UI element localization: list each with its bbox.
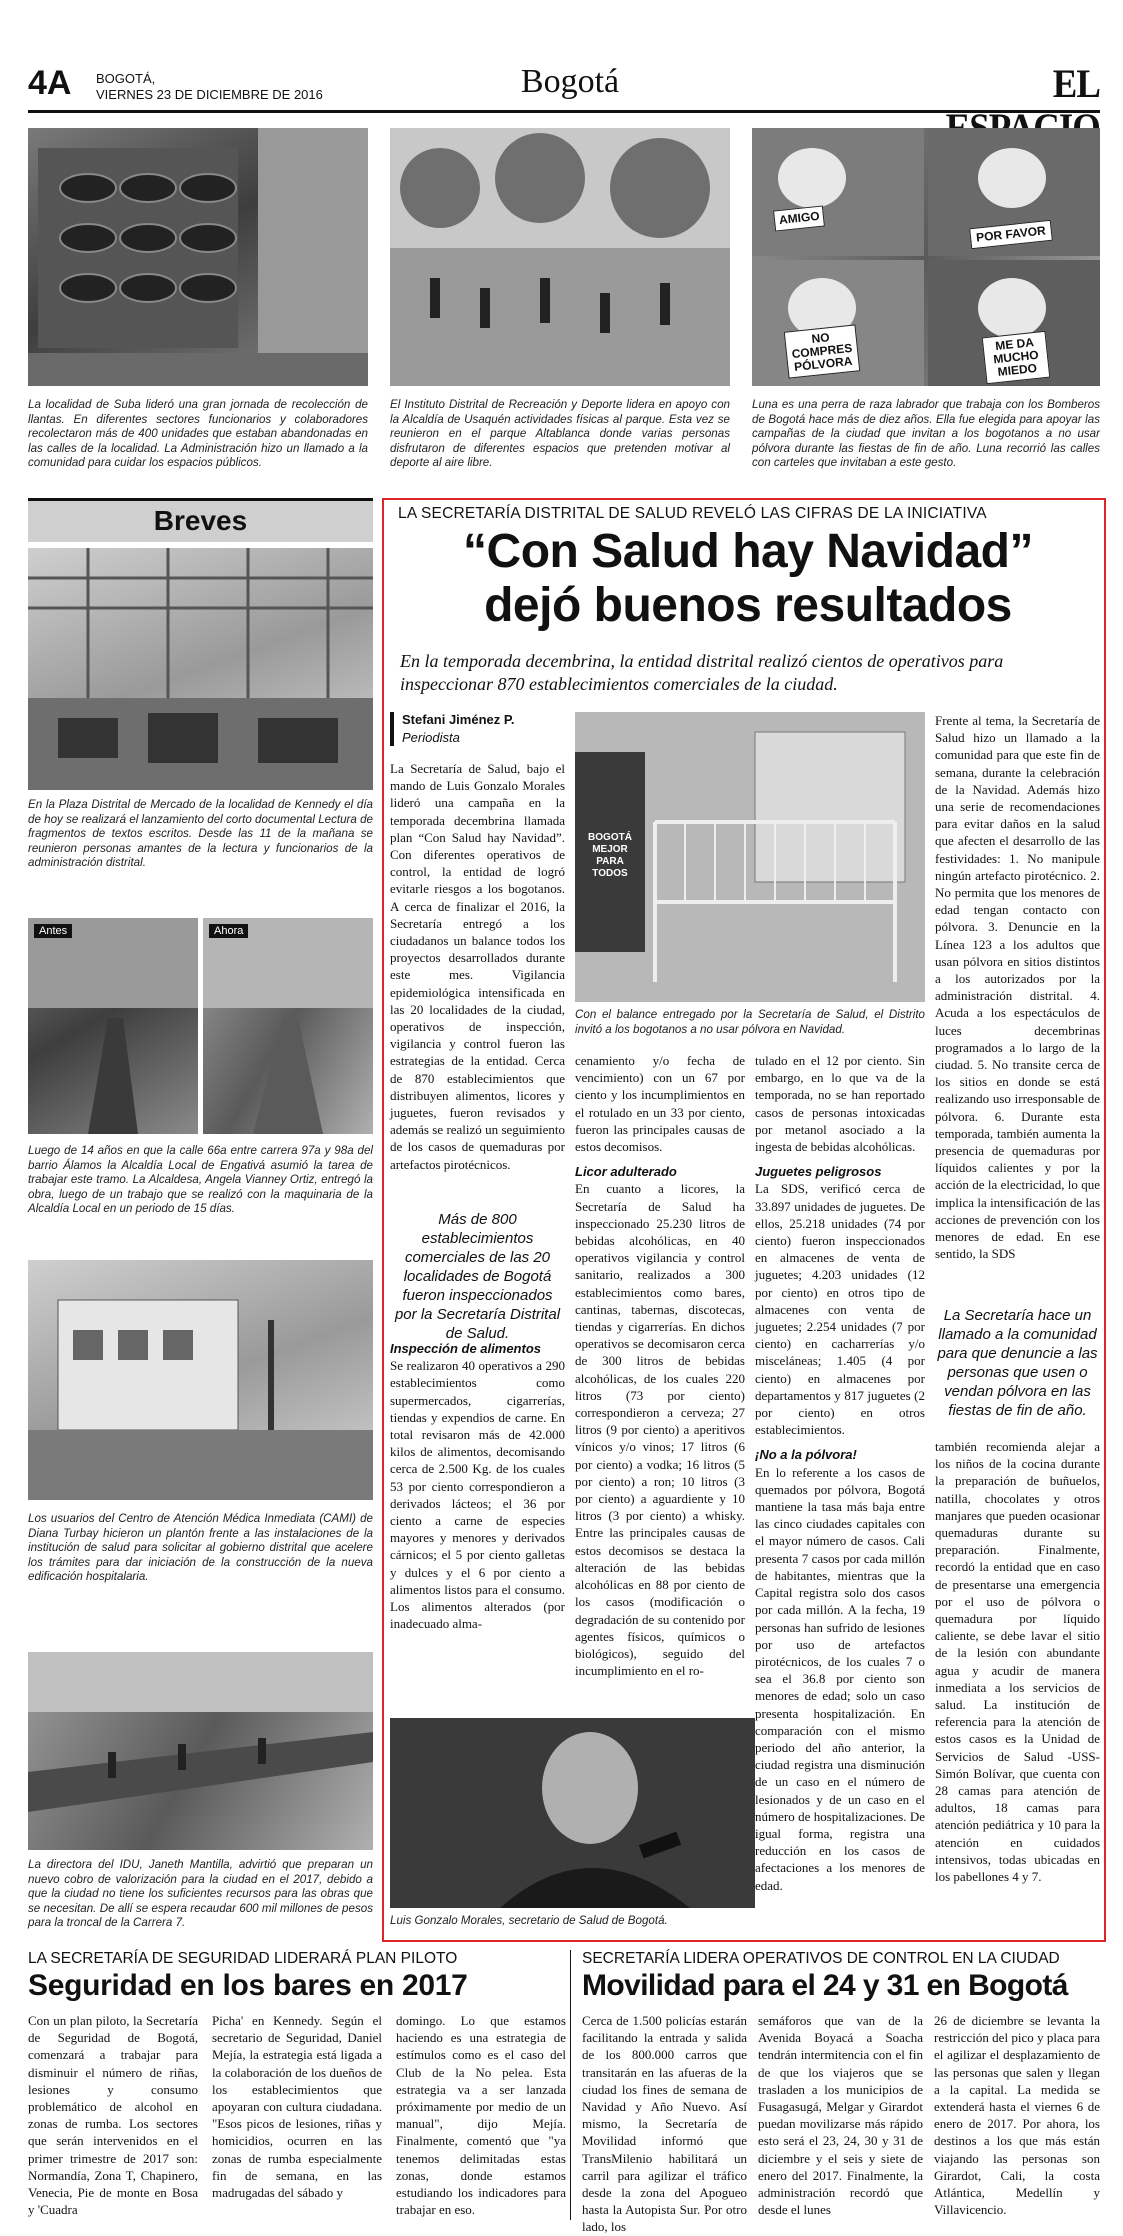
bl-col2: Picha' en Kennedy. Según el secretario de Seguridad, Daniel Mejía, la estrategia está ligada a la colaboración de los dueños de los establecimientos que apoyaran con cultura ciudadana. "Esos picos de lesiones, riñas y homicidios, ocurren en las zonas de rumba especialmente fin de semana, en las madrugadas del sábado y bbox=[212, 2013, 382, 2201]
main-headline-2: dejó buenos resultados bbox=[484, 579, 1012, 632]
main-col1-b: Inspección de alimentos Se realizaron 40 operativos a 290 establecimientos como supermercados, cigarrerías, tiendas y expendios de carne. En total revisaron más de 42.000 kilos de alimentos, decomisando cerca de 2.500 Kg. de los cuales 53 por ciento correspondieron a derivados lácteos; el 36 por ciento a carne de especies mayores y menores y derivados cárnicos; el 5 por ciento galletas y dulces y el 6 por ciento a alimentos listos para el consumo. Los alimentos alterados (por inadecuado alma- bbox=[390, 1341, 565, 1632]
pullquote-2: La Secretaría hace un llamado a la comunidad para que denuncie a las personas que usen o vendan pólvora en las fiestas de fin de año. bbox=[937, 1307, 1098, 1419]
bl-col1: Con un plan piloto, la Secretaría de Seguridad de Bogotá, comenzará a trabajar para disminuir el número de riñas, lesiones y consumo problemático de alcohol en zonas de rumba. Los sectores que serán intervenidos en el primer trimestre de 2017 son: Normandía, Zona T, Chapinero, Venecia, Pie de monte en Bosa y 'Cuadra bbox=[28, 2013, 198, 2218]
main-headline-1: “Con Salud hay Navidad” bbox=[463, 525, 1033, 578]
main-col1-text: La Secretaría de Salud, bajo el mando de Luis Gonzalo Morales lideró una campaña en la temporada decembrina llamada plan “Con Salud hay Navidad”. Con diferentes operativos de control, la entidad de logró evitarle riesgos a los bogotanos. A cerca de finalizar el 2016, la Secretaría entregó a los ciudadanos un balance todos los proyectos desarrollados durante este mes. Vigilancia epidemiológica intensificada en las 20 localidades de la ciudad, operativos de inspección, vigilancia y control fueron las estrategias de la entidad. Cerca de 870 establecimientos que distribuyen alimentos, licores y juguetes, fueron revisados y además se realizó un seguimiento de los casos de quemaduras por artefactos pirotécnicos. bbox=[390, 761, 565, 1172]
photo-dog-luna bbox=[752, 128, 1100, 386]
caption-tires: La localidad de Suba lideró una gran jornada de recolección de llantas. En diferentes sectores funcionarios y colaboradores recolectaron más de 400 unidades que estaban abandonadas en las calles de la localidad. La Administración hizo un llamado a la comunidad para cuidar los espacios públicos. bbox=[28, 398, 368, 470]
masthead-logo: EL bbox=[1052, 61, 1100, 106]
pullquote-1: Más de 800 establecimientos comerciales de las 20 localidades de Bogotá fueron inspeccionados por la Secretaría Distrital de Salud. bbox=[394, 1211, 561, 1342]
br-col2: semáforos que van de la Avenida Boyacá a Soacha tendrán intermitencia con el fin de que los viajeros que se trasladen a los municipios de Fusagasugá, Melgar y Girardot puedan movilizarse más rápido esto será el 23, 24, 30 y 31 de diciembre y el seis y siete de enero del 2017. Finalmente, la administración recordó que desde el lunes bbox=[758, 2013, 923, 2218]
dog-sign-amigo: AMIGO bbox=[773, 205, 825, 231]
main-col4-b: también recomienda alejar a los niños de la cocina durante la preparación de buñuelos, natilla, chocolates y otros manjares que pueden ocasionar quemaduras durante su preparación. Finalmente, recordó la entidad que en caso de presentarse una emergencia por el uso de pólvora o quemadura por líquido caliente, se debe lavar el sitio de la lesión con abundante agua y acudir de manera inmediata a los servicios de salud. La institución de referencia para la atención de estos casos es la Unidad de Servicios de Salud -USS- Simón Bolívar, que cuenta con 28 camas para atención de adultos, 18 camas para atención pediátrica y 10 para la atención en cuidados intensivos, todas ubicadas en los pabellones 4 y 7. bbox=[935, 1439, 1100, 1885]
br-col3: 26 de diciembre se levanta la restricción del pico y placa para el agilizar el desplazamiento de las personas que salen y llegan a la capital. La medida se extenderá hasta el viernes 6 de enero de 2017. Por ahora, los destinos a los que más están viajando las personas son Girardot, Cali, la costa Atlántica, Medellín y Villavicencio. bbox=[934, 2013, 1100, 2218]
photo-after bbox=[203, 918, 373, 1134]
caption-dog-luna: Luna es una perra de raza labrador que trabaja con los Bomberos de Bogotá hace más de diez años. Ella fue elegida para apoyar las campañas de la ciudad que invitan a los bogotanos a no usar pólvora durante las fiestas de fin de año. Luna recorrió las calles con carteles que invitaban a este gesto. bbox=[752, 398, 1100, 470]
dog-sign-no-compres: NO COMPRES PÓLVORA bbox=[784, 324, 861, 378]
bl-col3: domingo. Lo que estamos haciendo es una estrategia de estímulos como es el caso del Club de la No pelea. Esta estrategia va a ser lanzada próximamente por medio de un manual", dijo Mejía. Finalmente, comentó que "ya tenemos delimitadas estas zonas, donde estamos estudiando los indicadores para trabajar en eso. bbox=[396, 2013, 566, 2218]
photo-before bbox=[28, 918, 198, 1134]
main-col4-text: Frente al tema, la Secretaría de Salud hizo un llamado a la comunidad para que este fin de semana, durante la celebración de la Navidad. Además hizo una serie de recomendaciones para evitar daños en la salud que afecten el desarrollo de las festividades: 1. No manipule ningún artefacto pirotécnico. 2. No permita que los menores de edad tengan contacto con pólvora. 3. Denuncie en la Línea 123 a los adultos que usan pólvora en sitios distintos a los autorizados por la administración distrital. 4. Acuda a los espectáculos de luces decembrinas programados a lo largo de la ciudad. 5. No transite cerca de los sitios en donde se está realizando uso irresponsable de pólvora. 6. Durante esta temporada, también aumenta la presencia de quemaduras por líquidos calientes y por la acción de la electricidad, lo que implica la intensificación de las acciones de prevención con los menores de edad. En ese sentido, la SDS bbox=[935, 713, 1100, 1262]
section-title: Bogotá bbox=[520, 63, 620, 100]
page-number: 4A bbox=[28, 64, 72, 102]
photo-park-exercise bbox=[390, 128, 730, 386]
photo-idu bbox=[28, 1652, 373, 1850]
byline-role: Periodista bbox=[402, 730, 460, 745]
dog-sign-miedo: ME DA MUCHO MIEDO bbox=[982, 331, 1051, 384]
caption-idu: La directora del IDU, Janeth Mantilla, advirtió que preparan un nuevo cobro de valorización para la ciudad en el 2017, debido a que la ciudad no tiene los suficientes recursos para las obras que se necesitan. De allí se espera recaudar 600 mil millones de pesos para la troncal de la Carrera 7. bbox=[28, 1858, 373, 1930]
breves-title: Breves bbox=[153, 505, 248, 536]
photo-market bbox=[28, 548, 373, 790]
main-col3-text: tulado en el 12 por ciento. Sin embargo, en lo que va de la temporada, no se han reportado casos de personas intoxicadas por metanol asociado a la ingesta de bebidas alcohólicas. Juguetes peligrosos La SDS, verificó cerca de 33.897 unidades de juguetes. De ellos, 25.218 unidades (74 por ciento) fueron inspeccionados en almacenes de venta de juguetes; 4.203 unidades (12 por ciento) en otros tipo de almacenes con venta de juguetes; 2.254 unidades (7 por ciento) en cacharrerías y/o misceláneas; 1.405 (4 por ciento) en almacenes por departamentos y 817 juguetes (2 por ciento) en otros establecimientos. ¡No a la pólvora! En lo referente a los casos de quemados por pólvora, Bogotá mantiene la tasa más baja entre las cinco ciudades capitales con el mayor número de casos. Cali presenta 7 casos por cada millón de habitantes, mientras que la Capital registra solo dos casos por cada millón. A la fecha, 19 personas han sufrido de lesiones por uso de artefactos pirotécnicos, de los cuales 7 o sea el 36.8 por ciento son menores de edad; solo un caso presenta hospitalización. En comparación con el mismo periodo del año anterior, la ciudad registra una disminución de un caso en el número de lesionados y de un caso en el número de hospitalizaciones. De igual forma, registra una reducción en los casos de afectaciones a los menores de edad. bbox=[755, 1053, 925, 1893]
caption-crib: Con el balance entregado por la Secretaría de Salud, el Distrito invitó a los bogotanos a no usar pólvora en Navidad. bbox=[575, 1008, 925, 1036]
byline-bar bbox=[390, 712, 394, 746]
photo-crib bbox=[575, 712, 925, 1002]
caption-cami: Los usuarios del Centro de Atención Médica Inmediata (CAMI) de Diana Turbay hicieron un plantón frente a las instalaciones de la institución de salud para solicitar al gobierno distrital que acelere los trámites para dar iniciación de la construcción de la nueva edificación hospitalaria. bbox=[28, 1512, 373, 1584]
dog-sign-por-favor: POR FAVOR bbox=[969, 220, 1053, 249]
photo-portrait bbox=[390, 1718, 755, 1908]
byline-name: Stefani Jiménez P. bbox=[402, 712, 515, 727]
caption-portrait: Luis Gonzalo Morales, secretario de Salud de Bogotá. bbox=[390, 1914, 668, 1927]
bottom-divider bbox=[570, 1950, 571, 2220]
label-before: Antes bbox=[34, 924, 72, 938]
br-headline: Movilidad para el 24 y 31 en Bogotá bbox=[582, 1969, 1068, 2002]
bl-headline: Seguridad en los bares en 2017 bbox=[28, 1969, 468, 2002]
main-deck: En la temporada decembrina, la entidad distrital realizó cientos de operativos para inspeccionar 870 establecimientos comerciales de la ciudad. bbox=[400, 651, 1004, 694]
br-kicker: SECRETARÍA LIDERA OPERATIVOS DE CONTROL EN LA CIUDAD bbox=[582, 1950, 1060, 1967]
photo-sign-bogota: BOGOTÁ MEJOR PARA TODOS bbox=[588, 832, 632, 879]
header-city: BOGOTÁ, bbox=[96, 71, 156, 86]
photo-tires bbox=[28, 128, 368, 386]
main-kicker: LA SECRETARÍA DISTRITAL DE SALUD REVELÓ LAS CIFRAS DE LA INICIATIVA bbox=[398, 505, 987, 522]
main-col2-text: cenamiento y/o fecha de vencimiento) con un 67 por ciento y los incumplimientos en el rotulado en un 33 por ciento, fueron las principales causas de estos decomisos. Licor adulterado En cuanto a licores, la Secretaría de Salud ha inspeccionado 25.230 litros de bebidas alcohólicas, en 40 operativos vigilancia y control sanitario, realizados a 300 establecimientos como bares, cantinas, tabernas, discotecas, tiendas y cigarrerías. En dichos operativos se decomisaron cerca de 300 litros de bebidas alcohólicas, de los cuales 220 litros (73 por ciento) correspondieron a cerveza; 27 litros (9 por ciento) a aperitivos vínicos y/o vinos; 17 litros (6 por ciento) a vodka; 16 litros (5 por ciento) a ron; 10 litros (3 por ciento) a aguardiente y 10 litros (3 por ciento) a whisky. Entre las principales causas de estos decomisos se destaca la alteración de las bebidas alcohólicas en 88 por ciento de los casos (modificación o degradación de su contenido por agentes físicos, químicos o biológicos), seguido del incumplimiento en el ro- bbox=[575, 1053, 745, 1679]
br-col1: Cerca de 1.500 policías estarán facilitando la entrada y salida de los 800.000 carros que transitarán en las afueras de la ciudad los fines de semana de Navidad y Año Nuevo. Así mismo, la Secretaría de Movilidad informó que TransMilenio habilitará un carril para agilizar el tráfico desde la zona del Apogueo hasta la Autopista Sur. Por otro lado, los bbox=[582, 2013, 747, 2235]
header-date: VIERNES 23 DE DICIEMBRE DE 2016 bbox=[96, 87, 323, 102]
caption-street-works: Luego de 14 años en que la calle 66a entre carrera 97a y 98a del barrio Álamos la Alcaldía Local de Engativá asumió la tarea de trabajar este tramo. La Alcaldesa, Angela Vianney Ortiz, entregó la obra, luego de un trabajo que se realizó con la maquinaria de la Alcaldía Local en un periodo de 15 días. bbox=[28, 1144, 373, 1216]
caption-market: En la Plaza Distrital de Mercado de la localidad de Kennedy el día de hoy se realizará el lanzamiento del corto documental Lectura de fragmentos de textos escritos. Desde las 11 de la mañana se reunieron personas amantes de la lectura y funcionarios de la administración distrital. bbox=[28, 798, 373, 870]
photo-cami bbox=[28, 1260, 373, 1500]
caption-park-exercise: El Instituto Distrital de Recreación y Deporte lidera en apoyo con la Alcaldía de Usaquén actividades físicas al parque. Esta vez se reunieron en el parque Altablanca donde varias personas disfrutaron de diferentes espacios que pretenden motivar al deporte al aire libre. bbox=[390, 398, 730, 470]
bl-kicker: LA SECRETARÍA DE SEGURIDAD LIDERARÁ PLAN PILOTO bbox=[28, 1950, 458, 1967]
label-after: Ahora bbox=[209, 924, 248, 938]
header-rule bbox=[28, 110, 1100, 113]
